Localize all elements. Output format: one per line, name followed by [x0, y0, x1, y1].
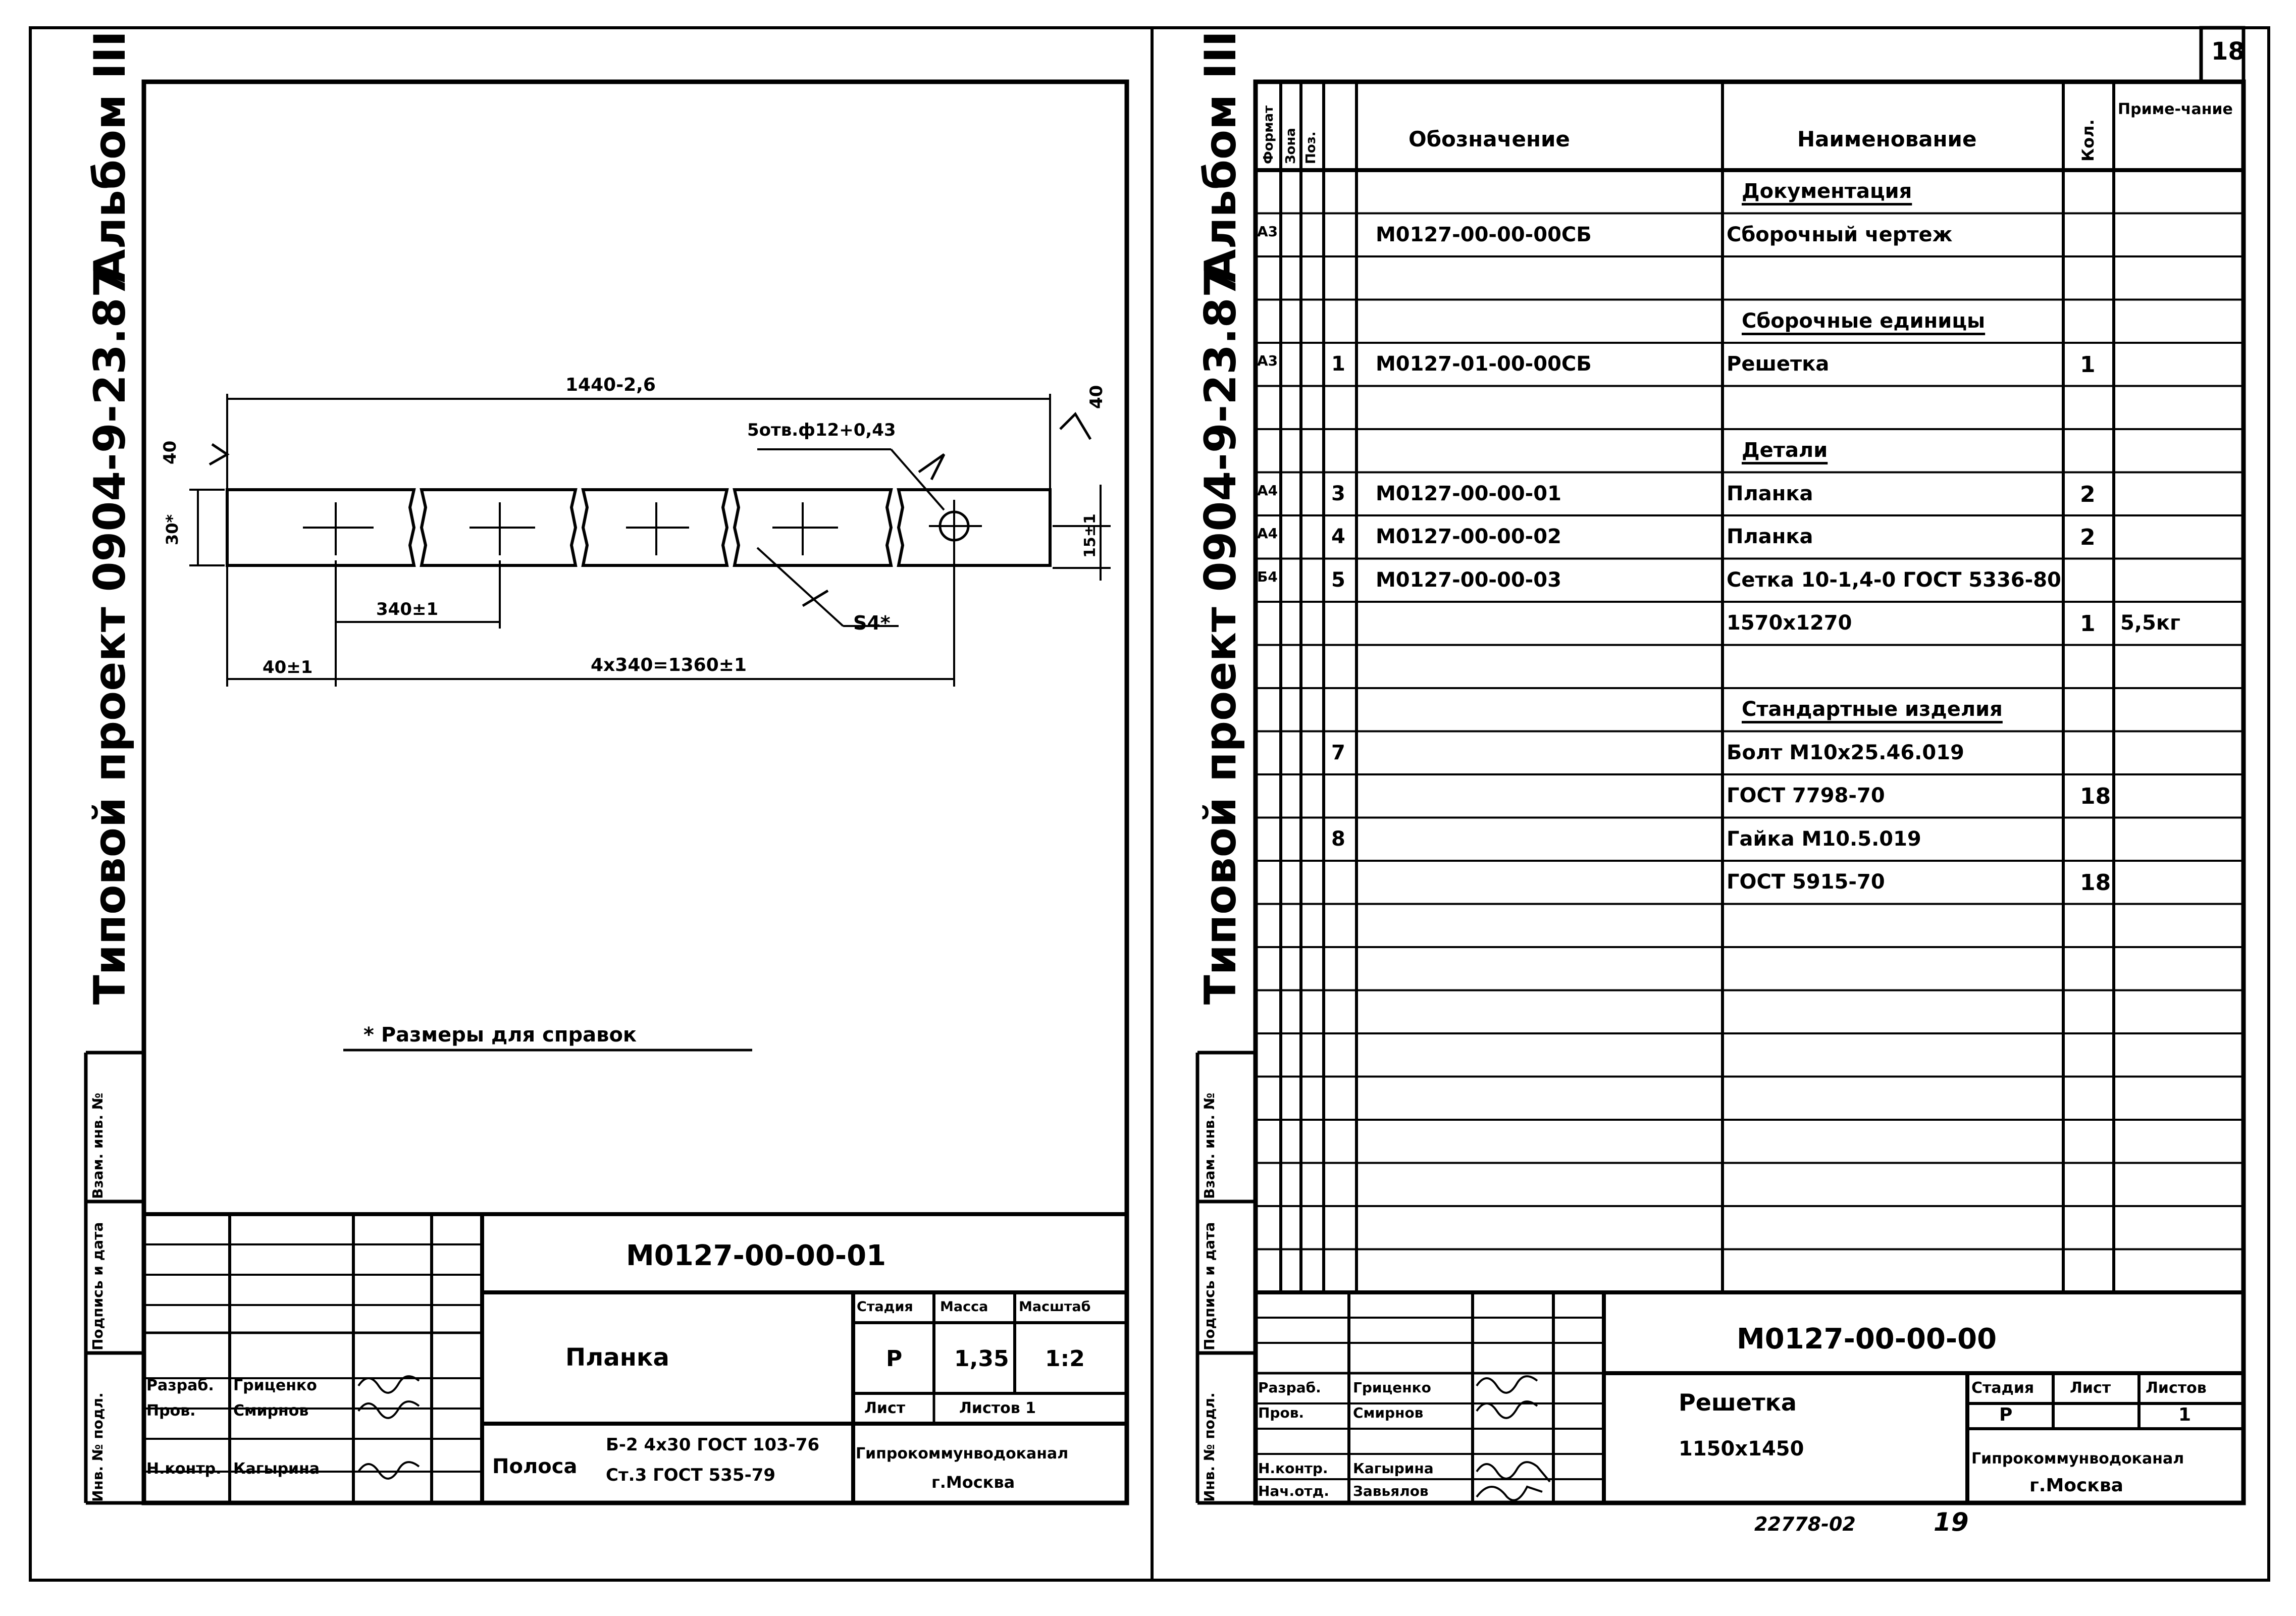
album-label: Альбом III [85, 30, 135, 283]
tb-name: Решетка [1679, 1389, 1797, 1416]
header-zone: Зона [1283, 128, 1298, 164]
spec-cell-qty: 1 [2080, 611, 2096, 637]
dim-s4: S4* [853, 612, 891, 634]
dim-height-15: 15±1 [1081, 513, 1099, 558]
spec-cell-name: Решетка [1727, 352, 1830, 376]
tb-designation: М0127-00-00-01 [626, 1239, 886, 1272]
tb-person: Гриценко [233, 1377, 317, 1394]
spec-cell-name: Планка [1727, 482, 1813, 505]
spec-cell-name: Стандартные изделия [1742, 698, 2003, 721]
dim-pitch: 340±1 [376, 599, 439, 619]
tb-mass-header: Масса [940, 1299, 988, 1315]
tb-material-2: Ст.3 ГОСТ 535-79 [606, 1465, 776, 1485]
sheet-number: 18 [2211, 37, 2245, 66]
spec-cell-pos: 3 [1331, 482, 1345, 505]
tb-size: 1150x1450 [1679, 1437, 1804, 1461]
header-note: Приме-чание [2118, 100, 2233, 118]
project-label: Типовой проект 0904-9-23.87 [1195, 267, 1246, 1005]
tb-person: Смирнов [233, 1402, 309, 1420]
tb-material-1: Б-2 4x30 ГОСТ 103-76 [606, 1435, 820, 1455]
roughness-right: 40 [1086, 385, 1107, 409]
header-pos: Поз. [1303, 131, 1319, 164]
reference-note: * Размеры для справок [363, 1023, 637, 1047]
spec-cell-pos: 7 [1331, 741, 1345, 764]
spec-cell-pos: 8 [1331, 827, 1345, 851]
header-format: Формат [1261, 105, 1276, 164]
tb-sheet-header: Лист [864, 1399, 906, 1417]
spec-cell-designation: М0127-00-00-03 [1376, 568, 1561, 592]
tb-stage-header: Стадия [857, 1299, 913, 1315]
dim-height-40: 40 [160, 440, 180, 464]
spec-cell-name: 1570x1270 [1727, 611, 1852, 635]
spec-cell-name: Гайка М10.5.019 [1727, 827, 1921, 851]
tb-sheets-header: Листов [2146, 1379, 2207, 1397]
spec-cell-designation: М0127-00-00-00СБ [1376, 223, 1592, 246]
tb-sheet-header: Лист [2070, 1379, 2111, 1397]
spec-cell-qty: 18 [2080, 784, 2111, 809]
tb-role: Разраб. [146, 1377, 214, 1394]
tb-role: Пров. [1258, 1404, 1304, 1421]
spec-cell-name: Детали [1742, 439, 1828, 462]
stamp-sign-label: Подпись и дата [89, 1222, 106, 1350]
tb-mass: 1,35 [954, 1346, 1009, 1372]
tb-org-2: г.Москва [931, 1473, 1015, 1492]
spec-cell-name: Планка [1727, 525, 1813, 548]
tb-role: Пров. [146, 1402, 196, 1420]
dim-total: 4x340=1360±1 [591, 655, 747, 675]
spec-cell-designation: М0127-00-00-02 [1376, 525, 1561, 548]
album-label: Альбом III [1195, 30, 1246, 283]
spec-cell-name: Сборочный чертеж [1727, 223, 1953, 246]
tb-person: Завьялов [1353, 1483, 1429, 1499]
stamp-inv-label: Инв. № подл. [1201, 1392, 1218, 1502]
tb-org-1: Гипрокоммунводоканал [856, 1445, 1069, 1463]
spec-cell-qty: 2 [2080, 525, 2096, 550]
tb-org-1: Гипрокоммунводоканал [1971, 1450, 2184, 1468]
tb-sheets: 1 [2178, 1404, 2191, 1425]
page-number: 19 [1934, 1507, 1969, 1537]
project-label: Типовой проект 0904-9-23.87 [85, 267, 135, 1005]
spec-cell-pos: 1 [1331, 352, 1345, 376]
dim-end: 40±1 [263, 657, 313, 677]
tb-stage: Р [886, 1346, 903, 1372]
spec-cell-qty: 1 [2080, 352, 2096, 378]
header-qty: Кол. [2078, 119, 2098, 162]
tb-person: Смирнов [1353, 1404, 1424, 1421]
header-designation: Обозначение [1408, 127, 1570, 151]
spec-cell-note: 5,5кг [2120, 611, 2180, 635]
dim-overall: 1440-2,6 [565, 375, 656, 395]
spec-cell-name: Болт М10x25.46.019 [1727, 741, 1964, 764]
spec-cell-designation: М0127-01-00-00СБ [1376, 352, 1592, 376]
spec-cell-name: Сетка 10-1,4-0 ГОСТ 5336-80 [1727, 568, 2061, 592]
tb-name: Планка [565, 1343, 669, 1372]
spec-cell-format: А3 [1257, 223, 1278, 240]
spec-cell-pos: 4 [1331, 525, 1345, 548]
tb-role: Н.контр. [146, 1460, 222, 1478]
spec-cell-qty: 18 [2080, 870, 2111, 896]
spec-cell-format: А4 [1257, 525, 1278, 542]
stamp-inv-label: Инв. № подл. [89, 1392, 106, 1502]
tb-role: Нач.отд. [1258, 1483, 1329, 1499]
tb-stage-header: Стадия [1971, 1379, 2034, 1397]
tb-scale: 1:2 [1045, 1346, 1085, 1372]
spec-cell-name: ГОСТ 7798-70 [1727, 784, 1885, 807]
dim-height-30: 30* [163, 514, 182, 545]
tb-person: Кагырина [233, 1460, 320, 1478]
spec-cell-name: Документация [1742, 180, 1912, 203]
tb-stage: Р [1999, 1404, 2013, 1425]
dim-holes: 5отв.ф12+0,43 [747, 420, 896, 440]
stamp-replace-label: Взам. инв. № [1201, 1092, 1218, 1199]
spec-cell-qty: 2 [2080, 481, 2096, 507]
tb-scale-header: Масштаб [1019, 1299, 1091, 1315]
tb-role: Н.контр. [1258, 1460, 1328, 1477]
tb-material-label: Полоса [492, 1455, 578, 1478]
spec-cell-format: А3 [1257, 352, 1278, 369]
tb-sheets-header: Листов 1 [959, 1399, 1036, 1417]
archive-number: 22778-02 [1754, 1513, 1856, 1535]
spec-cell-format: Б4 [1257, 568, 1278, 585]
stamp-replace-label: Взам. инв. № [89, 1092, 106, 1199]
tb-role: Разраб. [1258, 1379, 1321, 1396]
spec-cell-name: ГОСТ 5915-70 [1727, 870, 1885, 894]
tb-org-2: г.Москва [2029, 1475, 2123, 1496]
stamp-sign-label: Подпись и дата [1201, 1222, 1218, 1350]
spec-cell-designation: М0127-00-00-01 [1376, 482, 1561, 505]
spec-cell-pos: 5 [1331, 568, 1345, 592]
tb-designation: М0127-00-00-00 [1737, 1323, 1997, 1356]
spec-cell-format: А4 [1257, 482, 1278, 499]
tb-person: Кагырина [1353, 1460, 1434, 1477]
spec-cell-name: Сборочные единицы [1742, 309, 1986, 333]
header-name: Наименование [1797, 127, 1977, 151]
tb-person: Гриценко [1353, 1379, 1431, 1396]
